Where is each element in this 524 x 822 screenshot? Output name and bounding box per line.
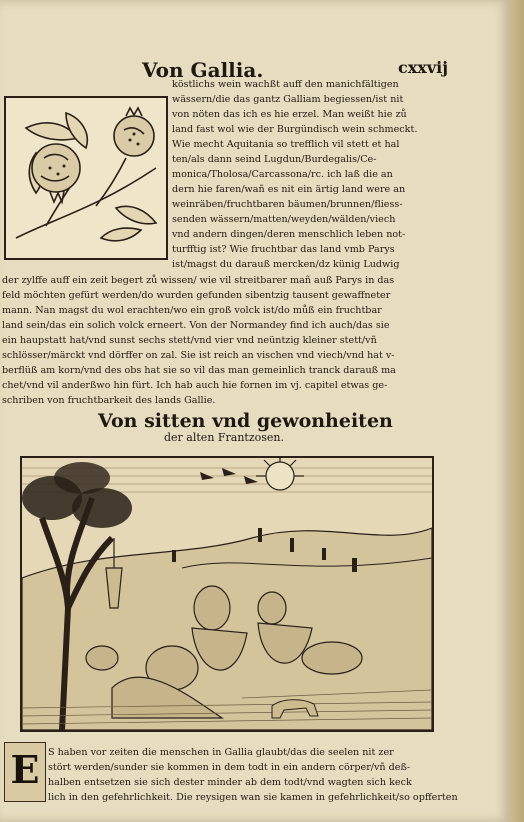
text-line: monica/Tholosa/Carcassona/rc. ich laß die an — [172, 169, 393, 180]
pomegranate-woodcut — [4, 96, 168, 260]
text-line: land fast wol wie der Burgündisch wein schmeckt. — [172, 124, 418, 135]
scene-illustration — [22, 458, 432, 730]
text-line: ten/als dann seind Lugdun/Burdegalis/Ce- — [172, 154, 377, 165]
text-line: senden wässern/matten/weyden/wälden/viech — [172, 214, 396, 225]
scene-woodcut — [20, 456, 434, 732]
text-line: weinräben/fruchtbaren bäumen/brunnen/fliess- — [172, 199, 403, 210]
page-edge — [510, 0, 524, 822]
text-line: vnd andern dingen/deren menschlich leben not- — [172, 229, 406, 240]
text-line: turfftig ist? Wie fruchtbar das land vmb Parys — [172, 244, 395, 255]
folio-number: cxxvij — [398, 58, 448, 77]
text-line: dern hie faren/wañ es nit ein ärtig land were an — [172, 184, 406, 195]
section-subheading: der alten Frantzosen. — [164, 431, 285, 444]
text-line: halben entsetzen sie sich dester minder ab dem todt/vnd wagten sich keck — [48, 777, 412, 788]
page-title: Von Gallia. — [142, 58, 264, 82]
text-line: S haben vor zeiten die menschen in Gallia glaubt/das die seelen nit zer — [48, 747, 394, 758]
text-line: köstlichs wein wachßt auff den manichfältigen — [172, 79, 399, 90]
text-line: von nöten das ich es hie erzel. Man weißt hie zů — [172, 109, 407, 120]
text-line: schlösser/märckt vnd dörffer on zal. Sie ist reich an vischen vnd viech/vnd hat v- — [2, 350, 395, 361]
text-line: mann. Nan magst du wol erachten/wo ein groß volck ist/do můß ein fruchtbar — [2, 305, 382, 316]
text-line: lich in den gefehrlichkeit. Die reysigen wan sie kamen in gefehrlichkeit/so opfferten — [48, 792, 458, 803]
text-line: berflüß am korn/vnd des obs hat sie so vil das man gemeinlich tranck darauß ma — [2, 365, 396, 376]
text-line: schriben von fruchtbarkeit des lands Gallie. — [2, 395, 216, 406]
text-line: ein haupstatt hat/vnd sunst sechs stett/vnd vier vnd neüntzig kleiner stett/vñ — [2, 335, 377, 346]
text-line: land sein/das ein solich volck erneert. Von der Normandey find ich auch/das sie — [2, 320, 390, 331]
decorated-initial — [4, 742, 46, 802]
pomegranate-illustration — [6, 98, 166, 258]
text-line: chet/vnd vil anderßwo hin fürt. Ich hab auch hie fornen im vj. capitel etwas ge- — [2, 380, 388, 391]
text-line: wässern/die das gantz Galliam begiessen/ist nit — [172, 94, 404, 105]
text-line: feld möchten gefürt werden/do wurden gefunden sibentzig tausent gewaffneter — [2, 290, 391, 301]
text-line: der zylffe auff ein zeit begert zů wissen/ wie vil streitbarer mañ auß Parys in das — [2, 275, 395, 286]
text-line: stört werden/sunder sie kommen in dem todt in ein andern cörper/vñ deß- — [48, 762, 411, 773]
text-line: Wie mecht Aquitania so trefflich vil stett et hal — [172, 139, 400, 150]
text-line: ist/magst du darauß mercken/dz künig Ludwig — [172, 259, 400, 270]
section-heading: Von sitten vnd gewonheiten — [98, 410, 393, 432]
initial-letter: E — [10, 747, 40, 792]
